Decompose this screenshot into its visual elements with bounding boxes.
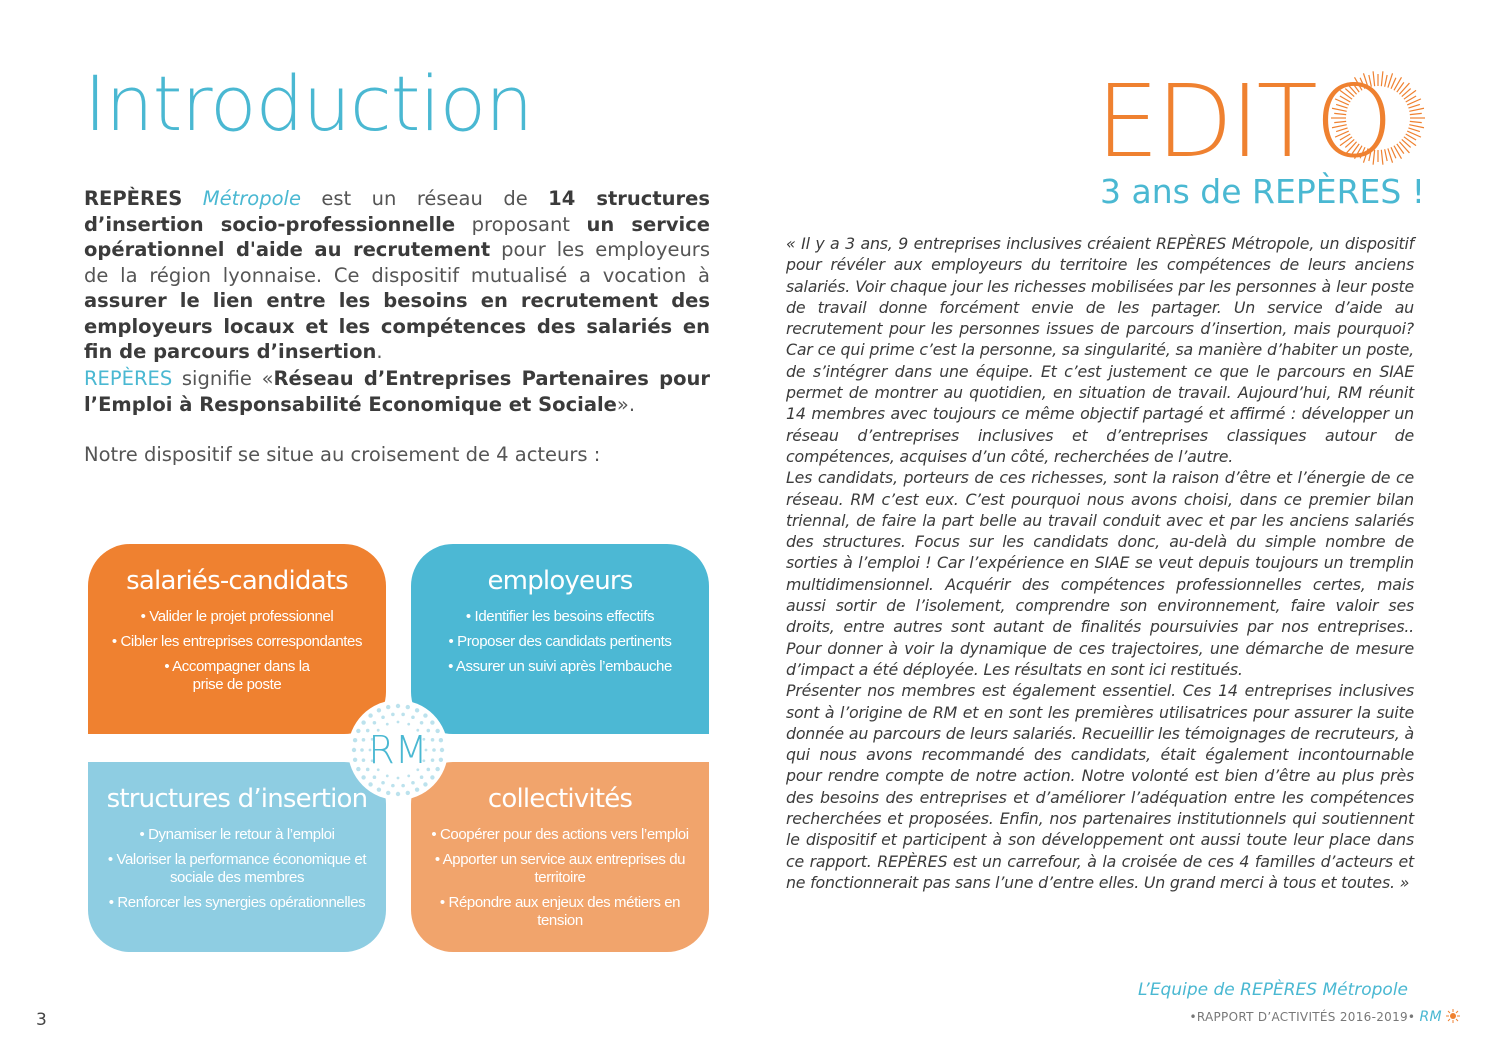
page-number: 3 <box>36 1010 47 1030</box>
footer <box>1189 1009 1460 1025</box>
rm-logo-center <box>348 700 448 800</box>
brand-name: REPÈRES <box>84 187 183 210</box>
quadrant-structures-insertion <box>88 762 386 952</box>
text: est un réseau de <box>300 187 549 210</box>
list-item: • Coopérer pour des actions vers l’emploi <box>419 826 701 844</box>
quote-paragraph: Présenter nos membres est également essentiel. Ces 14 entreprises inclusives sont à l’origine de RM et en sont les premières utilisatrices pour assurer la suite donnée au parcours de leurs salariés. Recueillir les témoignages de recruteurs, à qui nous avons recommandé des candidats, était également incontournable pour rendre compte de notre action. Notre volonté est bien d’être au plus près des besoins des entreprises et d’améliorer l’adéquation entre les compétences recherchées et proposées. Enfin, nos partenaires institutionnels qui soutiennent le dispositif et participent à son développement ont aussi toute leur place dans ce rapport. REPÈRES est un carrefour, à la croisée de ces 4 familles d’acteurs et ne fonctionnerait pas sans l’une d’entre elles. Un grand merci à tous et toutes. » <box>786 681 1414 892</box>
intro-paragraph-3: Notre dispositif se situe au croisement de 4 acteurs : <box>84 443 601 466</box>
list-item: • Assurer un suivi après l’embauche <box>419 658 701 676</box>
quote-paragraph: Les candidats, porteurs de ces richesses, sont la raison d’être et l’énergie de ce réseau. RM c’est eux. C’est pourquoi nous avons choisi, dans ce premier bilan triennal, de faire la part belle au travail conduit avec et par les anciens salariés des structures. Focus sur les candidats donc, au-delà du simple nombre de sorties à l’emploi ! Car l’expérience en SIAE se veut depuis toujours un tremplin multidimensionnel. Acquérir des compétences professionnelles certes, mais aussi sortir de l’isolement, comprendre son environnement, faire valoir ses droits, entre autres sont autant de finalités poursuivies par nos entreprises.. Pour donner à voir la dynamique de ces trajectoires, une démarche de mesure d’impact a été déployée. Les résultats en sont ici restitués. <box>786 468 1414 679</box>
list-item: • Proposer des candidats pertinents <box>419 633 701 651</box>
text: ». <box>616 392 636 416</box>
list-item: • Cibler les entreprises correspondantes <box>96 633 378 651</box>
footer-logo: RM <box>1419 1009 1442 1025</box>
quadrant-list <box>88 826 386 912</box>
list-item: • Renforcer les synergies opérationnelles <box>96 894 378 912</box>
text: pour les employeurs de la région lyonnaise. Ce dispositif mutualisé a vocation à <box>84 238 710 287</box>
list-item: • Valoriser la performance économique et sociale des membres <box>96 851 378 887</box>
footer-text: •RAPPORT D’ACTIVITÉS 2016-2019• <box>1189 1010 1416 1024</box>
bold-text: Réseau d’Entreprises Partenaires pour l’Emploi à Responsabilité Economique et Sociale <box>84 367 710 416</box>
quadrant-title: employeurs <box>487 566 633 596</box>
intro-paragraph-1 <box>84 186 710 365</box>
bold-text: un service opérationnel d'aide au recrutement <box>84 212 711 261</box>
quadrant-title: structures d’insertion <box>106 784 368 814</box>
list-item: • Dynamiser le retour à l’emploi <box>96 826 378 844</box>
quadrant-collectivites <box>411 762 709 952</box>
sun-logo-icon <box>1446 1009 1460 1023</box>
list-item: • Répondre aux enjeux des métiers en tension <box>419 894 701 930</box>
signature: L’Equipe de REPÈRES Métropole <box>1138 980 1409 1000</box>
quadrant-list <box>411 826 709 930</box>
edito-quote <box>786 233 1414 893</box>
list-item: • Apporter un service aux entreprises du territoire <box>419 851 701 887</box>
text: . <box>376 340 383 363</box>
bold-text: assurer le lien entre les besoins en recrutement des employeurs locaux et les compétences des salariés en fin de parcours d’insertion <box>84 289 710 363</box>
text: proposant <box>455 212 587 236</box>
quadrant-list <box>88 608 386 694</box>
brand-suffix: Métropole <box>202 187 301 210</box>
quadrant-list <box>411 608 709 676</box>
quadrant-employeurs <box>411 544 709 734</box>
text: signifie « <box>172 367 274 390</box>
list-item: • Accompagner dans la prise de poste <box>96 658 378 694</box>
quote-paragraph: « Il y a 3 ans, 9 entreprises inclusives créaient REPÈRES Métropole, un dispositif pour révéler aux employeurs du territoire les compétences de leurs anciens salariés. Voir chaque jour les richesses mobilisées par les personnes à leur poste de travail donne forcément envie de les partager. Un service d’aide au recrutement pour les personnes issues de parcours d’insertion, mais pourquoi? Car ce qui prime c’est la personne, sa singularité, sa manière d’habiter un poste, de s’intégrer dans une équipe. Et c’est justement ce que le parcours en SIAE permet de montrer au quotidien, en situation de travail. Aujourd’hui, RM réunit 14 membres avec toujours ce même objectif partagé et affirmé : développer un réseau d’entreprises inclusives et d’entreprises classiques autour de compétences, acquises d’un côté, recherchées de l’autre. <box>786 234 1414 466</box>
quadrant-title: collectivités <box>487 784 633 814</box>
edito-title: EDITO <box>1096 63 1391 180</box>
rm-logo-text: RM <box>368 728 428 772</box>
page-title: Introduction <box>84 59 533 148</box>
bold-text: 14 structures d’insertion socio-professionnelle <box>84 187 710 236</box>
list-item: • Identifier les besoins effectifs <box>419 608 701 626</box>
brand-name: REPÈRES <box>84 367 173 390</box>
quadrant-title: salariés-candidats <box>126 566 348 596</box>
edito-subtitle: 3 ans de REPÈRES ! <box>1100 172 1426 211</box>
list-item: • Valider le projet professionnel <box>96 608 378 626</box>
quadrant-salaries-candidats <box>88 544 386 734</box>
intro-paragraph-2 <box>84 366 710 417</box>
